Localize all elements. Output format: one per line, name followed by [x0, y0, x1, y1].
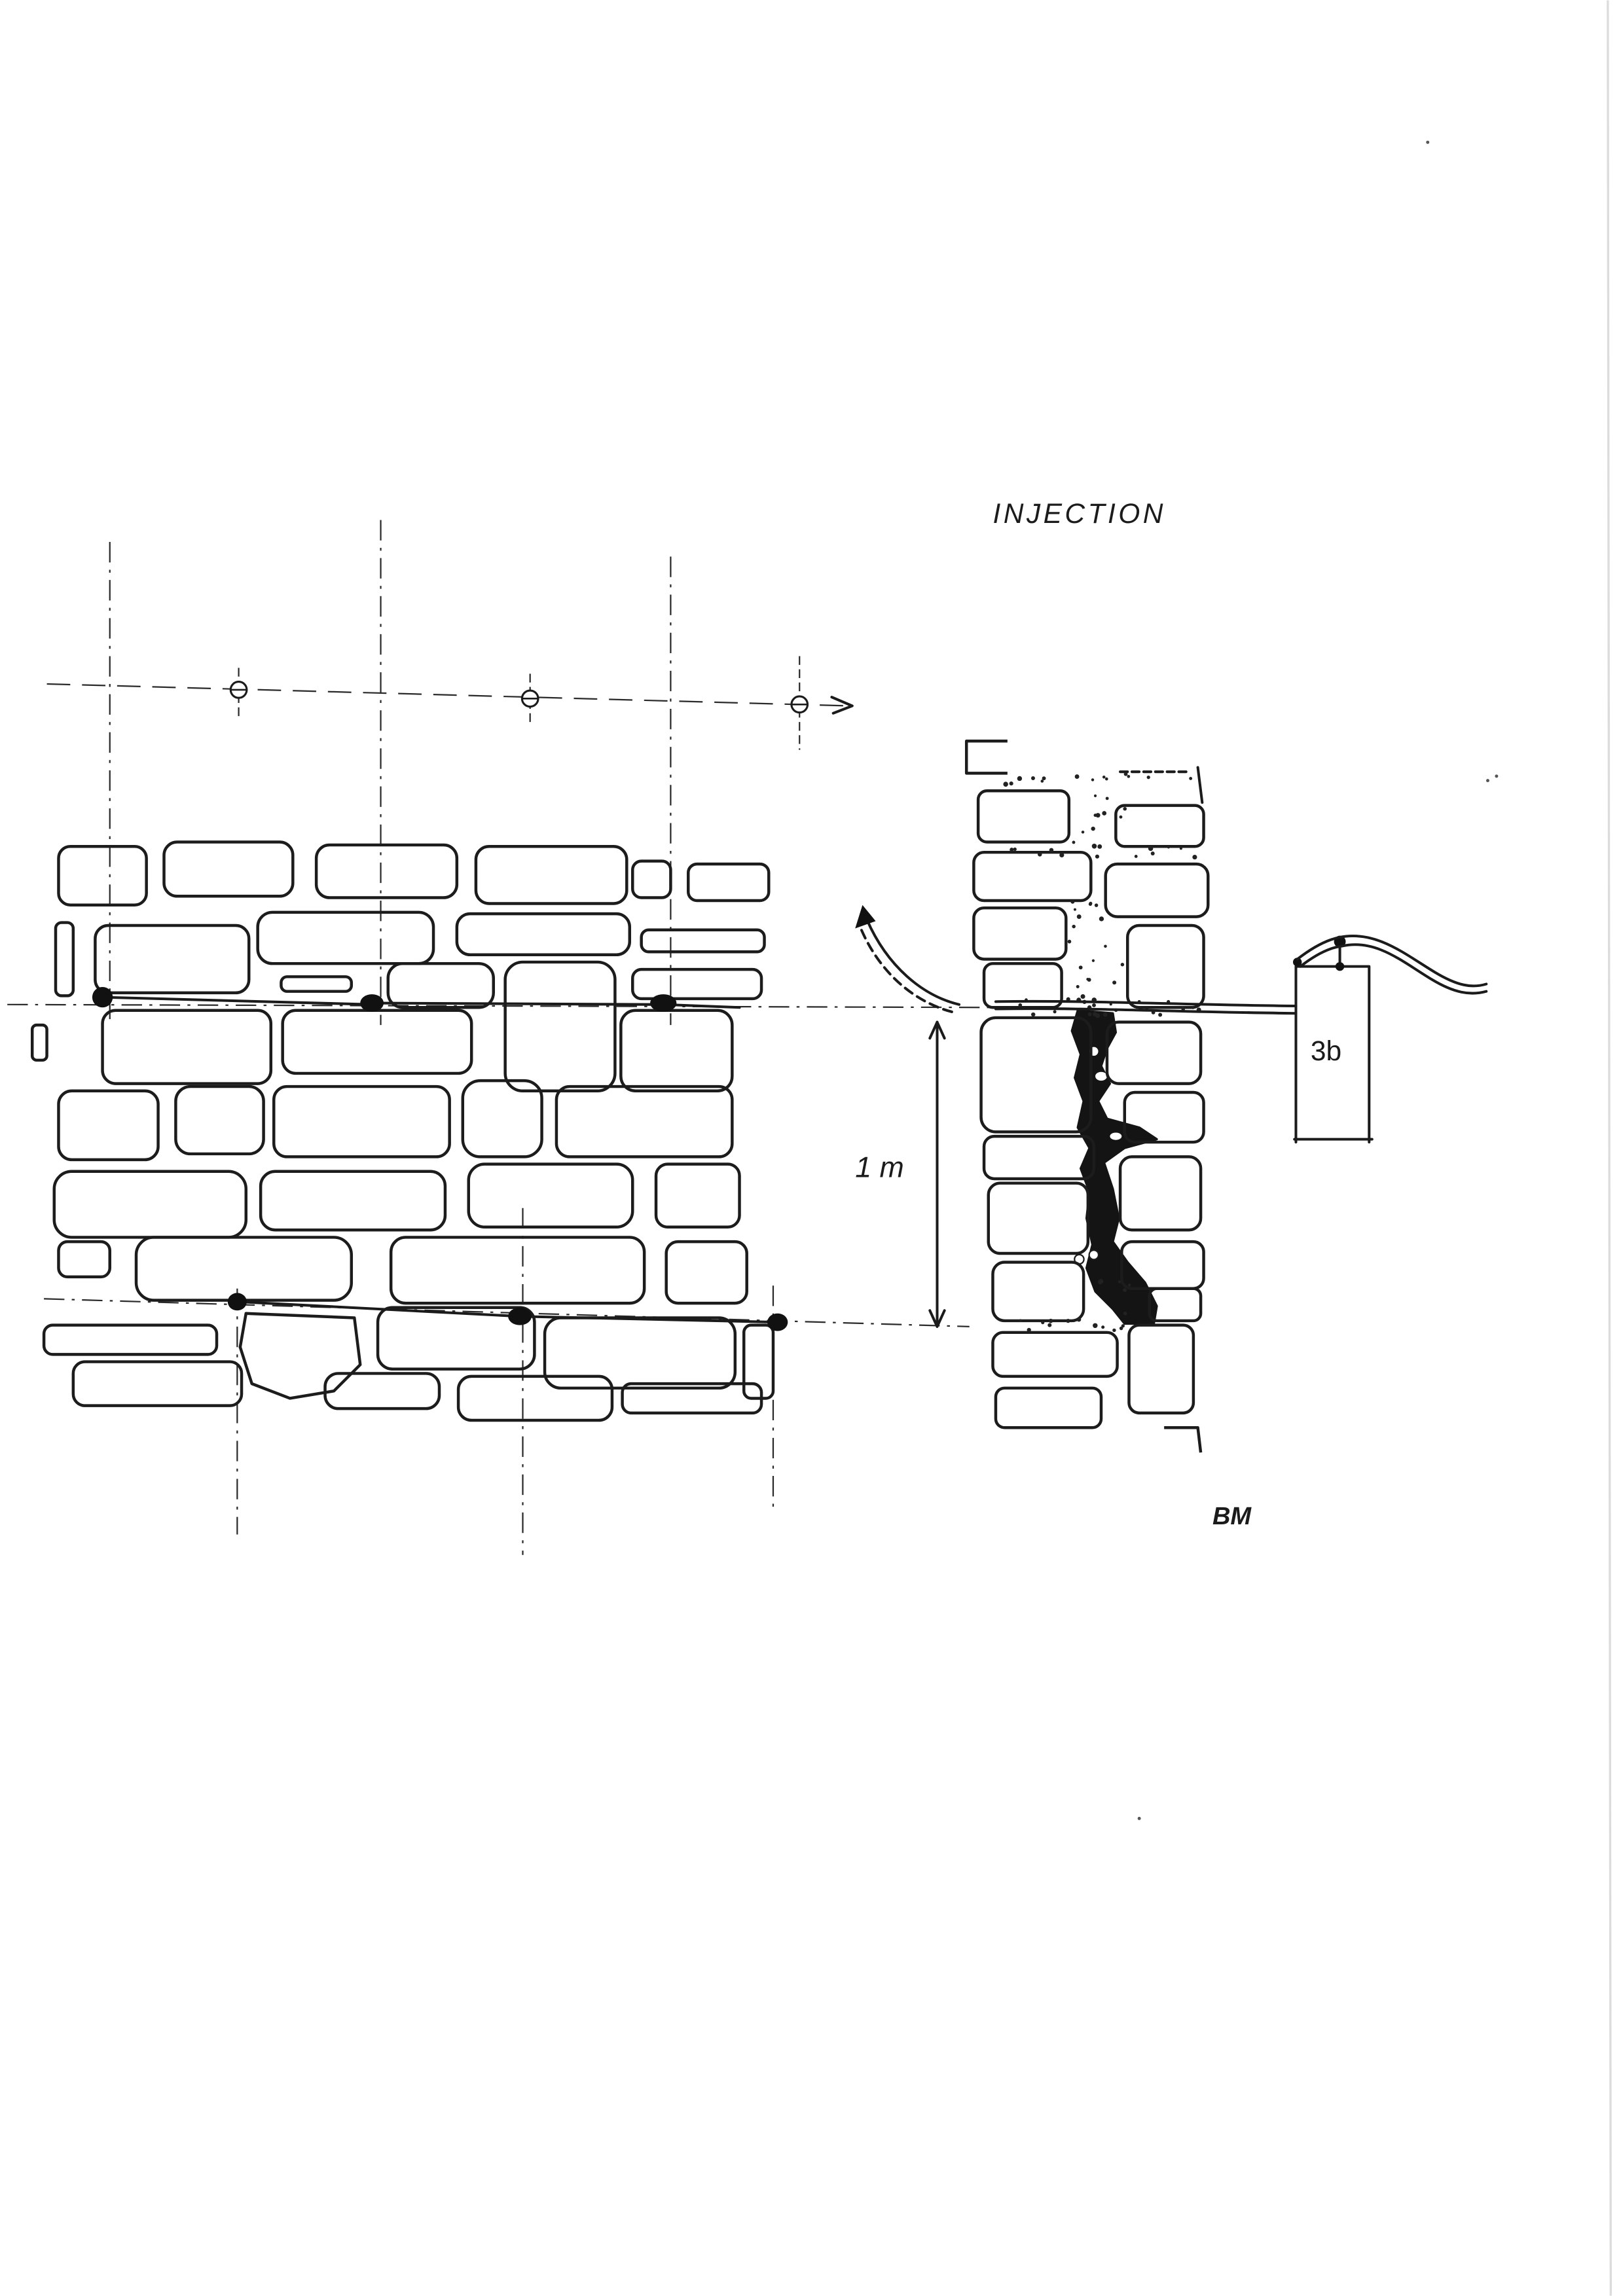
mortar-stipple — [1091, 778, 1094, 781]
mortar-stipple — [1102, 811, 1106, 816]
mortar-stipple — [1094, 795, 1097, 797]
mortar-stipple — [1070, 900, 1074, 904]
mortar-stipple — [1031, 1013, 1035, 1016]
mortar-stipple — [1128, 1283, 1131, 1286]
mortar-stipple — [1091, 827, 1095, 831]
grout-void — [1110, 1133, 1121, 1140]
mortar-stipple — [1121, 1324, 1125, 1327]
mortar-stipple — [1118, 1280, 1121, 1283]
mortar-stipple — [1124, 772, 1128, 776]
mortar-stipple — [1148, 846, 1153, 851]
mortar-stipple — [1082, 831, 1085, 834]
mortar-stipple — [1106, 797, 1109, 800]
mortar-stipple — [1041, 1321, 1044, 1324]
mortar-stipple — [1112, 980, 1116, 984]
mortar-stipple — [1103, 1013, 1107, 1016]
mortar-stipple — [1093, 1323, 1097, 1328]
mortar-stipple — [1010, 848, 1013, 852]
mortar-stipple — [1047, 1323, 1051, 1327]
mortar-stipple — [1189, 777, 1192, 780]
mortar-stipple — [1072, 925, 1076, 929]
mortar-stipple — [1092, 844, 1097, 849]
grout-void — [1095, 1072, 1107, 1081]
mortar-stipple — [1099, 916, 1104, 921]
injection-point — [650, 994, 676, 1012]
mortar-stipple — [1031, 776, 1035, 780]
mortar-stipple — [1041, 780, 1044, 783]
mortar-stipple — [1104, 945, 1107, 948]
mortar-stipple — [1080, 994, 1085, 999]
mortar-stipple — [1120, 816, 1123, 819]
mortar-stipple — [1192, 855, 1197, 859]
injection-point — [92, 987, 113, 1007]
mortar-stipple — [1094, 814, 1097, 817]
mortar-stipple — [1095, 855, 1099, 859]
mortar-stipple — [1068, 940, 1072, 944]
mortar-stipple — [1075, 774, 1080, 779]
mortar-stipple — [1151, 852, 1155, 855]
paper-speck — [1138, 1817, 1141, 1820]
mortar-stipple — [1088, 1013, 1092, 1016]
mortar-stipple — [1121, 963, 1124, 966]
injection-point — [508, 1308, 532, 1325]
mortar-stipple — [1135, 855, 1138, 858]
grout-void — [1089, 1250, 1099, 1259]
mortar-stipple — [1097, 844, 1102, 849]
mortar-stipple — [1101, 1325, 1104, 1329]
injection-point — [767, 1314, 788, 1331]
mortar-stipple — [1027, 1328, 1031, 1332]
mortar-stipple — [1079, 965, 1083, 969]
mortar-stipple — [1053, 1010, 1057, 1013]
mortar-stipple — [1092, 1003, 1096, 1007]
signature: BM — [1212, 1502, 1252, 1530]
box-label: 3b — [1310, 1035, 1342, 1067]
mortar-stipple — [1003, 781, 1008, 787]
connector-dot — [1336, 962, 1344, 971]
injection-point — [228, 1293, 247, 1310]
mortar-stipple — [1099, 1279, 1103, 1283]
mortar-stipple — [1076, 985, 1080, 988]
mortar-stipple — [1105, 778, 1108, 781]
mortar-stipple — [1074, 908, 1076, 911]
mortar-stipple — [1077, 1318, 1082, 1322]
mortar-stipple — [1123, 1288, 1127, 1292]
mortar-stipple — [1038, 852, 1042, 857]
mortar-stipple — [1112, 1329, 1116, 1332]
dimension-label: 1 m — [855, 1151, 904, 1184]
mortar-stipple — [1017, 776, 1022, 781]
mortar-stipple — [1049, 848, 1053, 852]
mortar-stipple — [1095, 903, 1098, 906]
mortar-stipple — [1123, 1312, 1127, 1316]
mortar-stipple — [1158, 1013, 1162, 1016]
mortar-stipple — [1192, 1007, 1194, 1009]
mortar-stipple — [1077, 914, 1082, 919]
mortar-stipple — [1093, 1012, 1097, 1016]
injection-point — [360, 994, 384, 1012]
mortar-stipple — [1010, 781, 1013, 785]
mortar-stipple — [1059, 853, 1064, 857]
mortar-stipple — [1049, 1319, 1053, 1323]
mortar-stipple — [1102, 776, 1106, 779]
mortar-stipple — [1019, 1319, 1022, 1322]
mortar-stipple — [1089, 903, 1092, 906]
paper-speck — [1495, 774, 1498, 778]
paper-speck — [1486, 779, 1489, 782]
mortar-stipple — [1018, 1003, 1022, 1007]
drawing-title: INJECTION — [993, 498, 1166, 529]
mortar-stipple — [1072, 841, 1075, 844]
mortar-stipple — [1013, 848, 1017, 851]
mortar-stipple — [1167, 846, 1170, 848]
mortar-stipple — [1127, 775, 1130, 778]
mortar-stipple — [1147, 776, 1150, 779]
mortar-stipple — [1066, 1319, 1070, 1323]
mortar-stipple — [1092, 960, 1095, 962]
mortar-stipple — [1180, 847, 1182, 850]
paper-speck — [1426, 141, 1429, 144]
mortar-stipple — [1086, 978, 1089, 980]
mortar-stipple — [1123, 807, 1127, 811]
